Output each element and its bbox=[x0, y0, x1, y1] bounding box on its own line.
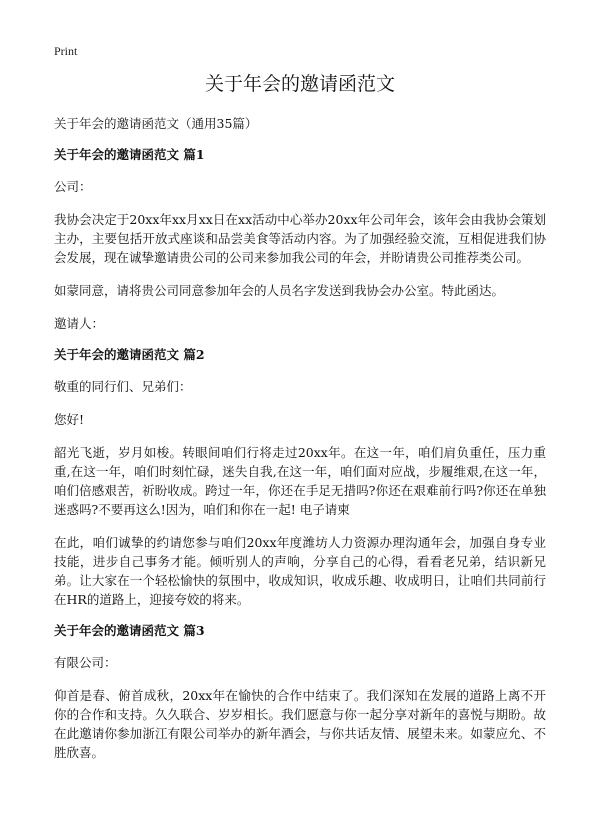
paragraph: 邀请人： bbox=[54, 316, 105, 331]
paragraph: 敬重的同行们、兄弟们： bbox=[54, 379, 192, 394]
paragraph: 如蒙同意，请将贵公司同意参加年会的人员名字发送到我协会办公室。特此函达。 bbox=[54, 283, 505, 298]
section-1 bbox=[54, 147, 546, 333]
paragraph: 仰首是春、俯首成秋，20xx年在愉快的合作中结束了。我们深知在发展的道路上离不开你的合作和支持。久久联合、岁岁相长。我们愿意与你一起分享对新年的喜悦与期盼。故在此邀请你参加浙江有限公司举办的新年酒会，与你共话友情、展望未来。如蒙应允、不胜欣喜。 bbox=[54, 688, 546, 760]
paragraph: 韶光飞逝，岁月如梭。转眼间咱们行将走过20xx年。在这一年，咱们肩负重任，压力重重,在这一年，咱们时刻忙碌，迷失自我,在这一年，咱们面对应战，步履维艰,在这一年，咱们倍感艰苦，祈盼收成。跨过一年，你还在手足无措吗?你还在艰难前行吗?你还在单独迷惑吗?不要再这么!因为，咱们和你在一起! 电子请柬 bbox=[54, 445, 546, 517]
section-2 bbox=[54, 347, 546, 609]
paragraph: 在此，咱们诚挚的约请您参与咱们20xx年度潍坊人力资源办理沟通年会，加强自身专业技能，进步自己事务才能。倾听别人的声响，分享自己的心得，看看老兄弟，结识新兄弟。让大家在一个轻松愉快的氛围中，收成知识，收成乐趣、收成明日，让咱们共同前行在HR的道路上，迎接夸姣的将来。 bbox=[54, 535, 546, 607]
paragraph: 公司： bbox=[54, 179, 92, 194]
section-heading: 关于年会的邀请函范文 篇3 bbox=[54, 623, 205, 638]
paragraph: 有限公司： bbox=[54, 655, 117, 670]
document-subtitle: 关于年会的邀请函范文（通用35篇） bbox=[54, 116, 258, 131]
paragraph: 我协会决定于20xx年xx月xx日在xx活动中心举办20xx年公司年会，该年会由我协会策划主办，主要包括开放式座谈和品尝美食等活动内容。为了加强经验交流，互相促进我们协会发展，现在诚挚邀请贵公司的公司来参加我公司的年会，并盼请贵公司推荐类公司。 bbox=[54, 212, 546, 265]
section-heading: 关于年会的邀请函范文 篇1 bbox=[54, 147, 205, 162]
paragraph: 您好! bbox=[54, 412, 85, 427]
section-heading: 关于年会的邀请函范文 篇2 bbox=[54, 347, 205, 362]
section-3 bbox=[54, 623, 546, 762]
print-label: Print bbox=[54, 44, 78, 58]
document-title: 关于年会的邀请函范文 bbox=[204, 73, 395, 95]
